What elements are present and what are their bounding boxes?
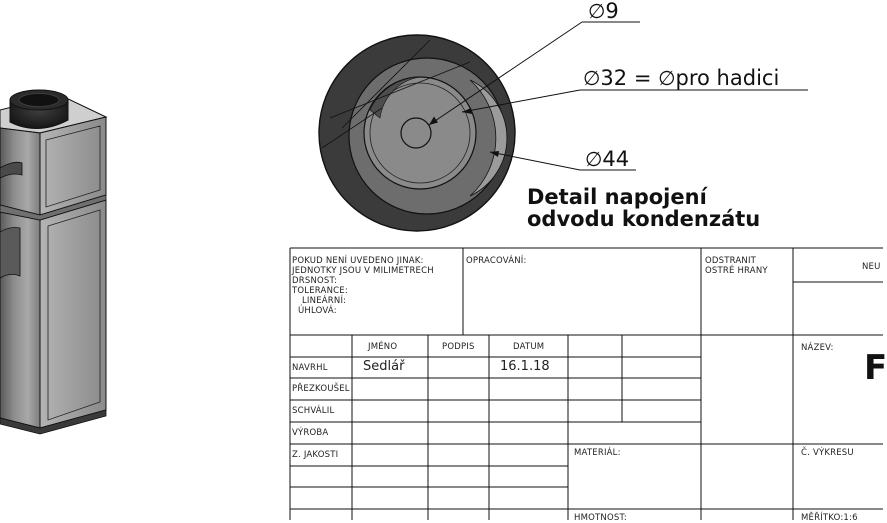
hmotnost-label: HMOTNOST:	[574, 513, 627, 523]
navrhl-date: 16.1.18	[500, 359, 550, 374]
odstranit-hrany	[705, 256, 768, 276]
note-line: DRSNOST:	[292, 276, 338, 286]
row-label-schvalil: SCHVÁLIL	[292, 406, 335, 416]
detail-caption-line1: Detail napojení	[527, 185, 707, 209]
dimension-44: ∅44	[585, 147, 630, 171]
col-header-podpis: PODPIS	[442, 342, 475, 352]
neu-label: NEU	[862, 262, 881, 272]
row-label-prezkousel: PŘEZKOUŠEL	[292, 384, 350, 394]
col-header-datum: DATUM	[513, 342, 545, 352]
detail-caption-line2: odvodu kondenzátu	[527, 207, 761, 231]
meritko-label: MĚŘÍTKO:1:6	[801, 513, 858, 523]
nazev-label: NÁZEV:	[801, 343, 834, 353]
odstranit-line: OSTRÉ HRANY	[705, 266, 768, 276]
note-line: JEDNOTKY JSOU V MILIMETRECH	[292, 266, 434, 276]
odstranit-line: ODSTRANIT	[705, 256, 757, 266]
note-line: LINEÁRNÍ:	[302, 296, 347, 306]
dimension-32: ∅32 = ∅pro hadici	[583, 66, 780, 90]
general-note	[292, 256, 434, 316]
dimension-9: ∅9	[588, 0, 619, 23]
detail-caption	[527, 186, 760, 230]
col-header-jmeno: JMÉNO	[368, 342, 398, 352]
vykres-label: Č. VÝKRESU	[801, 448, 854, 458]
note-line: POKUD NENÍ UVEDENO JINAK:	[292, 256, 424, 266]
material-label: MATERIÁL:	[574, 448, 621, 458]
row-label-z-jakosti: Z. JAKOSTI	[292, 450, 339, 460]
row-label-vyroba: VÝROBA	[292, 428, 329, 438]
navrhl-name: Sedlář	[363, 359, 405, 374]
inner-hole-9	[401, 118, 431, 148]
nazev-value: F	[864, 348, 887, 388]
isometric-unit-view	[0, 90, 106, 434]
row-label-navrhl: NAVRHL	[292, 363, 328, 373]
note-line: TOLERANCE:	[292, 286, 348, 296]
opracovani-label: OPRACOVÁNÍ:	[466, 256, 527, 266]
note-line: ÚHLOVÁ:	[298, 306, 337, 316]
